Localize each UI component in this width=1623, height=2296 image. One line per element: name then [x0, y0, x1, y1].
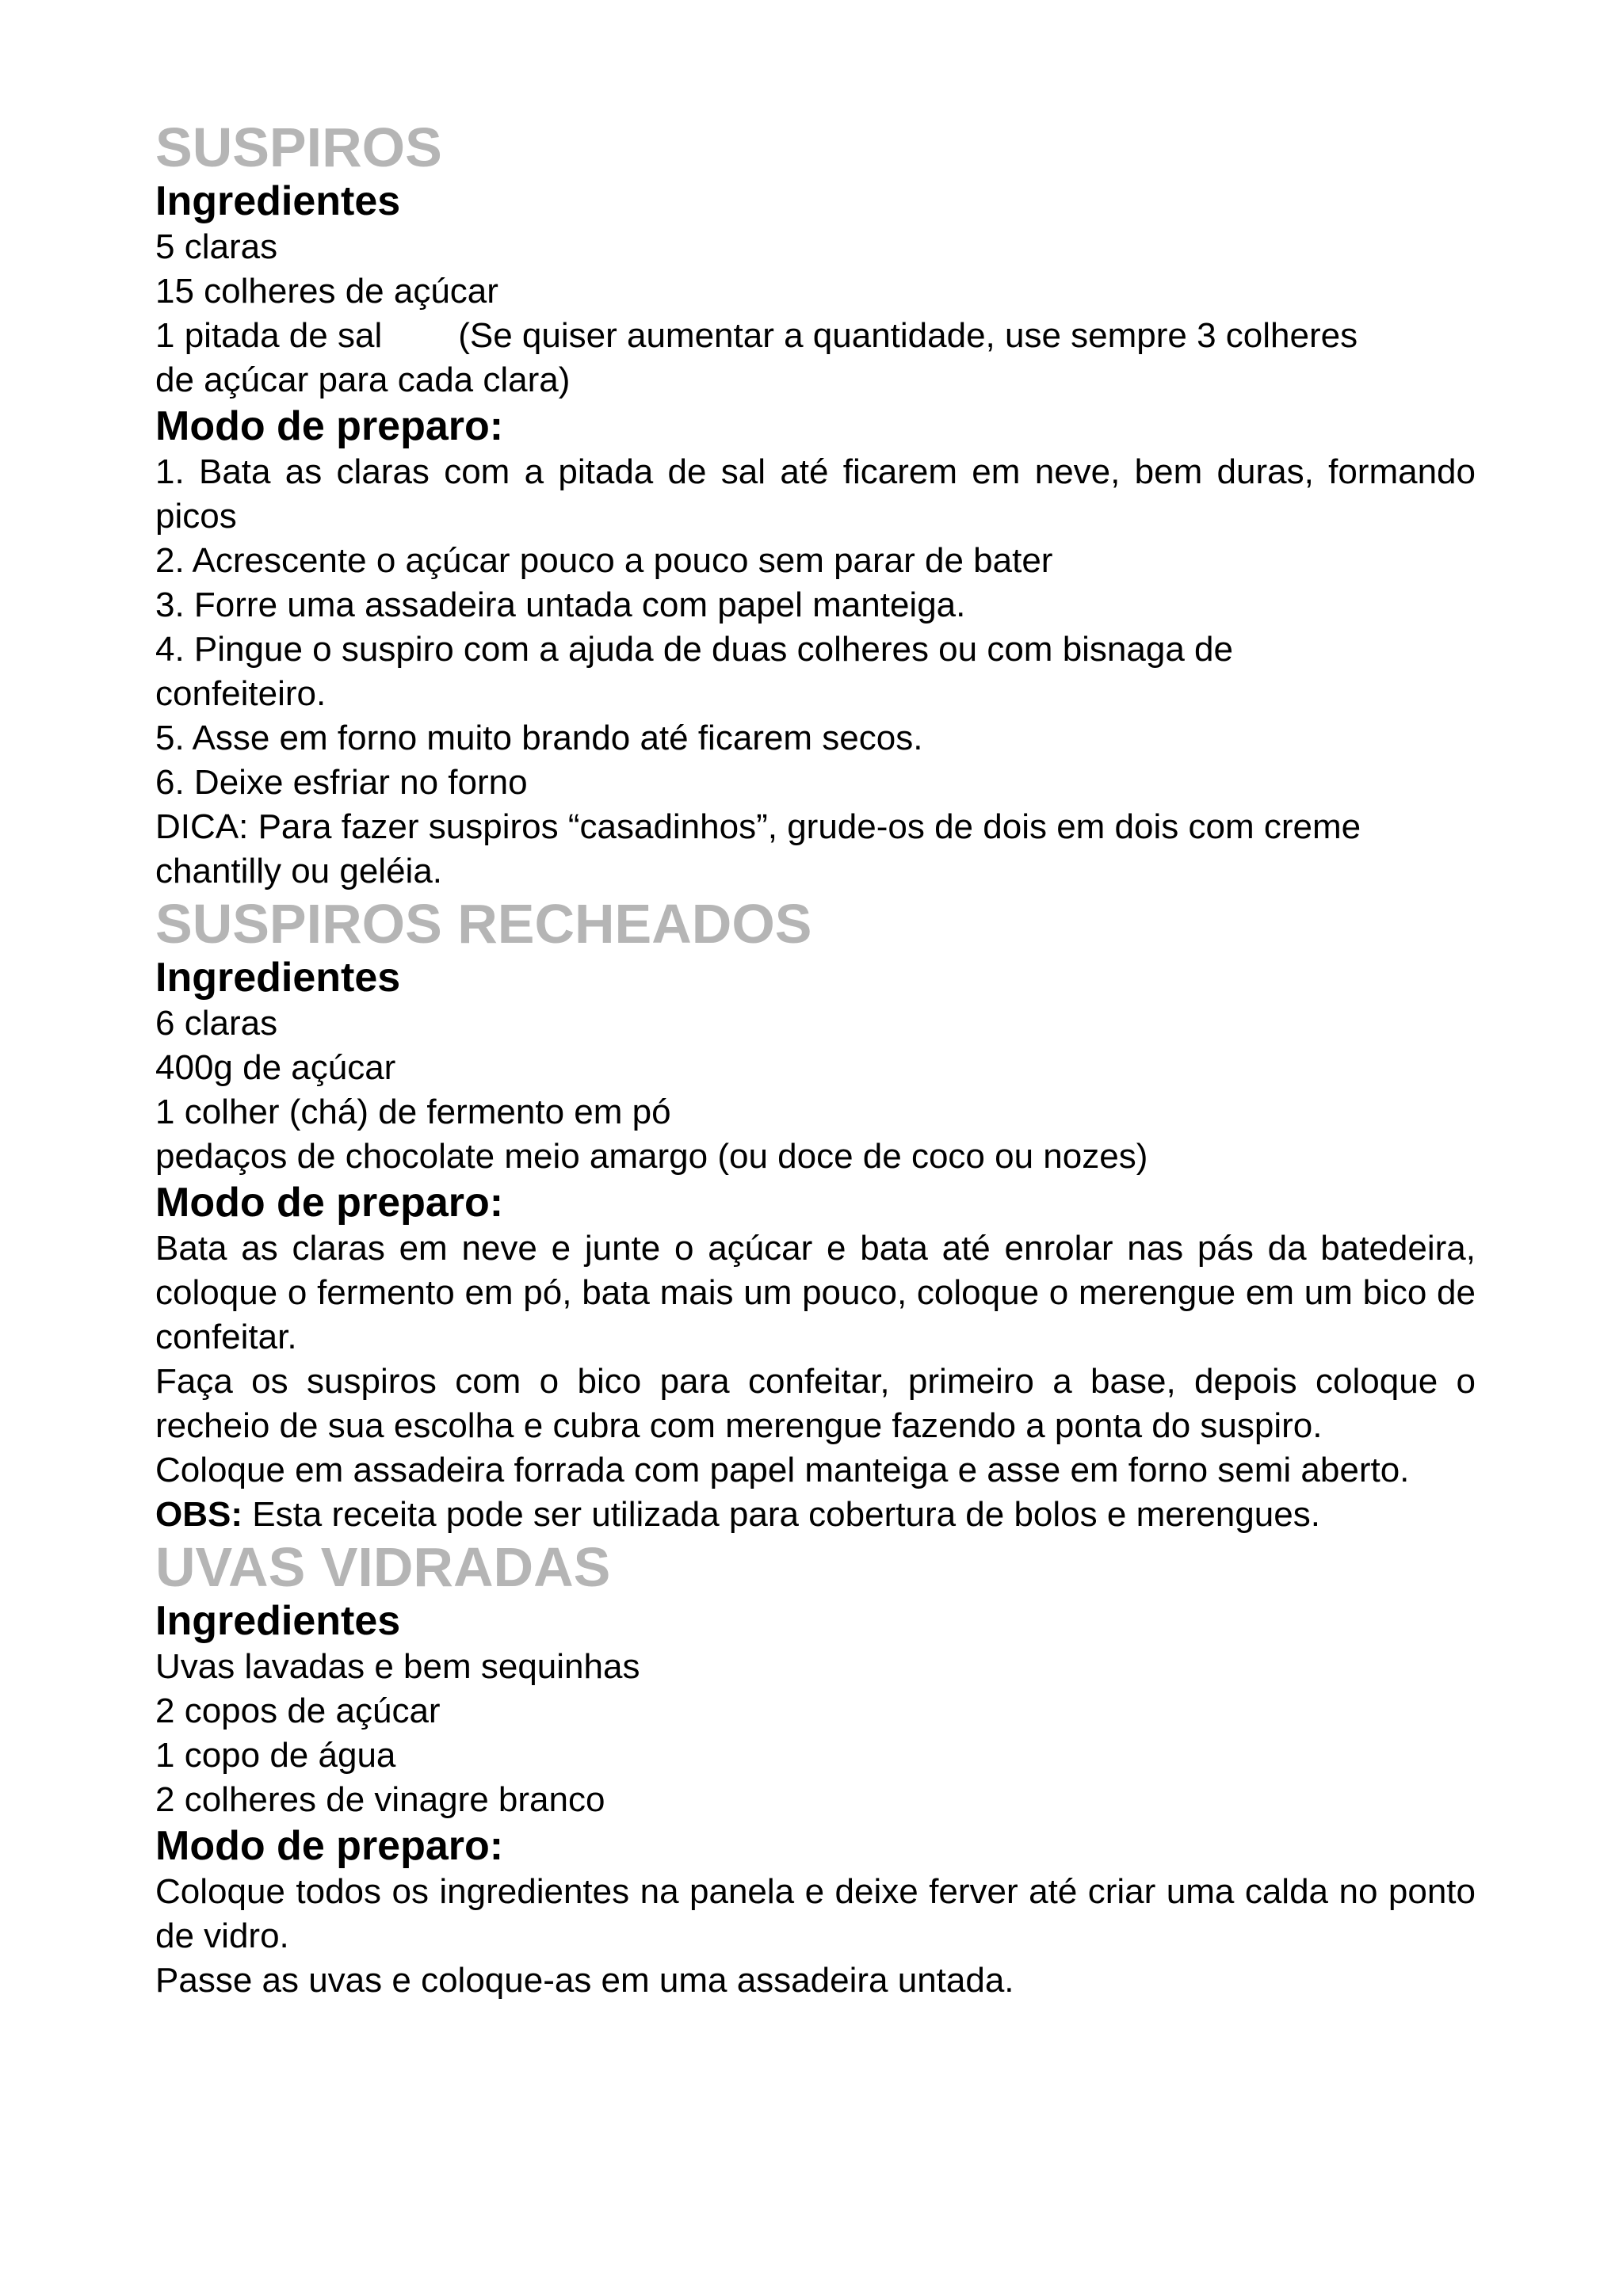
method-step: 4. Pingue o suspiro com a ajuda de duas colheres ou com bisnaga de confeiteiro.: [155, 630, 1233, 713]
ingredient-item: pedaços de chocolate meio amargo (ou doce de coco ou nozes): [155, 1137, 1148, 1176]
ingredient-note-continuation: de açúcar para cada clara): [155, 360, 571, 399]
method-step: 5. Asse em forno muito brando até ficarem secos.: [155, 719, 923, 757]
method-step: 1. Bata as claras com a pitada de sal até ficarem em neve, bem duras, formando picos: [155, 452, 1476, 536]
ingredient-item: 15 colheres de açúcar: [155, 272, 498, 311]
ingredients-heading: Ingredientes: [155, 1598, 401, 1644]
recipe-title: UVAS VIDRADAS: [155, 1536, 611, 1598]
method-step: 6. Deixe esfriar no forno: [155, 763, 528, 802]
recipe-uvas-vidradas: [155, 1537, 1476, 2003]
ingredients-heading: Ingredientes: [155, 955, 401, 1001]
method-step: 2. Acrescente o açúcar pouco a pouco sem parar de bater: [155, 541, 1053, 580]
method-step: Passe as uvas e coloque-as em uma assadeira untada.: [155, 1961, 1014, 2000]
ingredient-item-with-note: [155, 314, 1476, 358]
recipe-title: SUSPIROS: [155, 116, 442, 178]
obs-text: Esta receita pode ser utilizada para cobertura de bolos e merengues.: [242, 1495, 1320, 1534]
ingredient-item: 1 colher (chá) de fermento em pó: [155, 1093, 671, 1131]
recipe-suspiros: [155, 117, 1476, 894]
ingredients-heading: Ingredientes: [155, 178, 401, 224]
ingredient-item: 2 colheres de vinagre branco: [155, 1780, 605, 1819]
ingredient-item: 1 pitada de sal: [155, 316, 383, 355]
ingredient-item: 6 claras: [155, 1004, 278, 1043]
method-step: Bata as claras em neve e junte o açúcar e bata até enrolar nas pás da batedeira, coloque o fermento em pó, bata mais um pouco, coloque o merengue em um bico de confeitar.: [155, 1229, 1476, 1356]
ingredient-item: 400g de açúcar: [155, 1048, 396, 1087]
ingredient-item: 5 claras: [155, 227, 278, 266]
ingredient-item: Uvas lavadas e bem sequinhas: [155, 1647, 640, 1686]
obs-note: [155, 1493, 1476, 1537]
ingredient-item: 1 copo de água: [155, 1736, 396, 1775]
recipe-suspiros-recheados: [155, 894, 1476, 1537]
obs-label: OBS:: [155, 1495, 242, 1534]
document-page: [155, 117, 1476, 2003]
method-step: Coloque todos os ingredientes na panela e deixe ferver até criar uma calda no ponto de vidro.: [155, 1872, 1476, 1955]
method-heading: Modo de preparo:: [155, 1180, 504, 1226]
method-step: Faça os suspiros com o bico para confeitar, primeiro a base, depois coloque o recheio de sua escolha e cubra com merengue fazendo a ponta do suspiro.: [155, 1362, 1476, 1445]
method-step: Coloque em assadeira forrada com papel manteiga e asse em forno semi aberto.: [155, 1451, 1410, 1489]
ingredient-item: 2 copos de açúcar: [155, 1691, 441, 1730]
method-step: 3. Forre uma assadeira untada com papel manteiga.: [155, 585, 966, 624]
tip-text: DICA: Para fazer suspiros “casadinhos”, grude-os de dois em dois com creme chantilly ou geléia.: [155, 807, 1361, 891]
recipe-title: SUSPIROS RECHEADOS: [155, 893, 812, 955]
ingredient-note: (Se quiser aumentar a quantidade, use sempre 3 colheres: [458, 316, 1358, 355]
method-heading: Modo de preparo:: [155, 1823, 504, 1869]
method-heading: Modo de preparo:: [155, 403, 504, 449]
